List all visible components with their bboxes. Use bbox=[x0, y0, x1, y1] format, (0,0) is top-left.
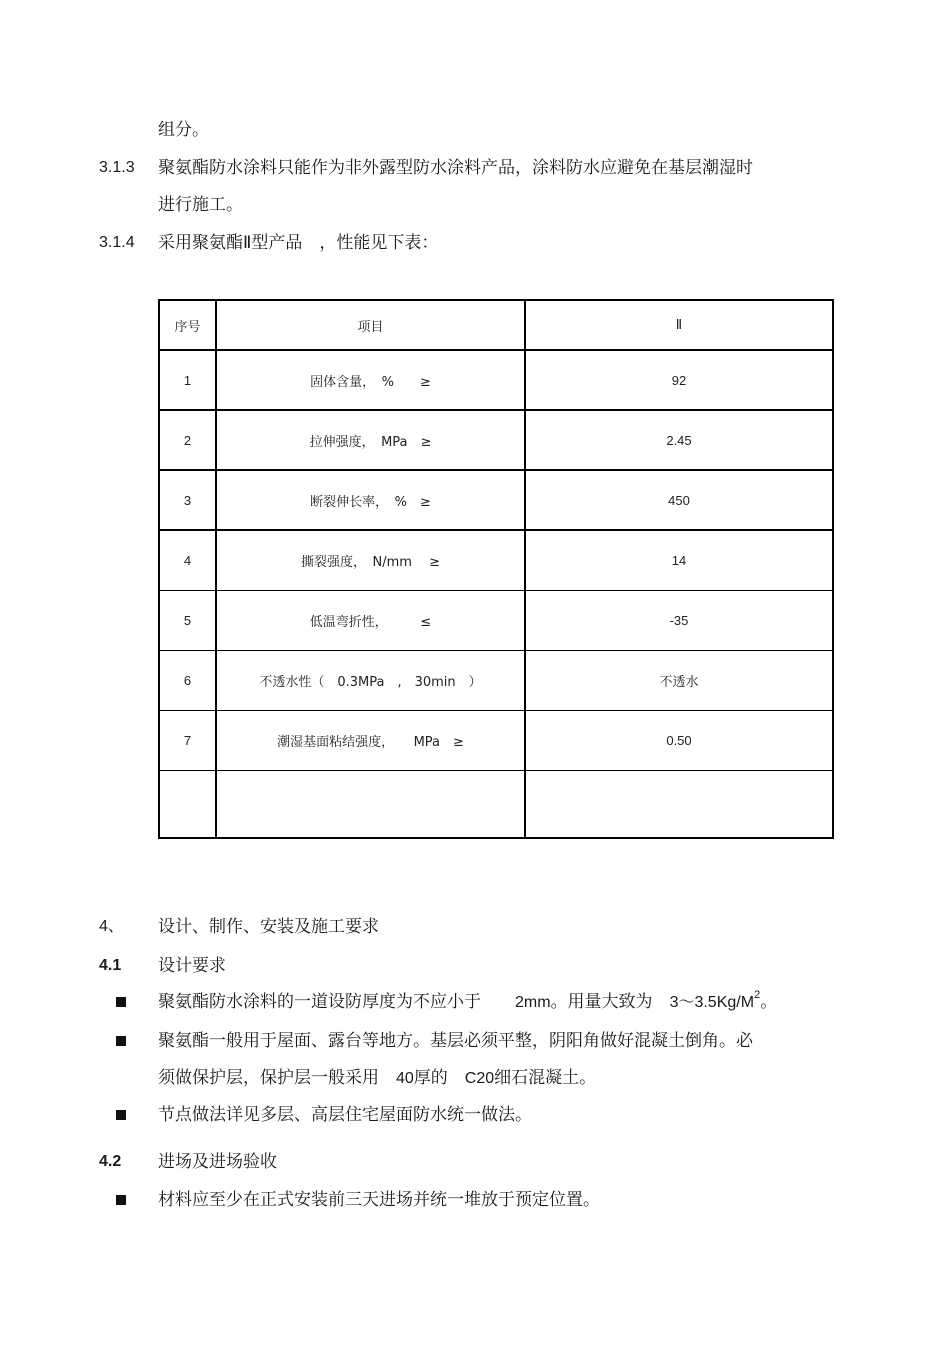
row-item-cell: 撕裂强度， N/mm ≥ bbox=[216, 530, 525, 590]
table-row bbox=[159, 410, 833, 470]
row-item-cell: 固体含量， % ≥ bbox=[216, 350, 525, 410]
performance-table bbox=[158, 299, 834, 839]
section-4-1-number: 4.1 bbox=[99, 957, 122, 974]
section-4-title: 设计、制作、安装及施工要求 bbox=[158, 917, 379, 937]
item-number-3-1-3: 3.1.3 bbox=[99, 159, 135, 176]
bullet-marker bbox=[116, 1036, 126, 1046]
table-row-empty bbox=[159, 770, 833, 838]
section-4-1-title: 设计要求 bbox=[158, 956, 226, 976]
row-no-cell: 2 bbox=[159, 410, 216, 470]
intro-line-1: 组分。 bbox=[158, 120, 209, 140]
row-no-cell: 6 bbox=[159, 650, 216, 710]
row-item-cell: 低温弯折性， ≤ bbox=[216, 590, 525, 650]
row-no-cell: 1 bbox=[159, 350, 216, 410]
bullet-marker bbox=[116, 1110, 126, 1120]
bullet-marker bbox=[116, 1195, 126, 1205]
row-value-cell: -35 bbox=[525, 590, 833, 650]
bullet-text-usage: 聚氨酯一般用于屋面、露台等地方。基层必须平整，阴阳角做好混凝土倒角。必 bbox=[158, 1031, 753, 1051]
row-value-cell: 450 bbox=[525, 470, 833, 530]
row-no-cell: 4 bbox=[159, 530, 216, 590]
row-value-cell: 0.50 bbox=[525, 710, 833, 770]
header-cell-no: 序号 bbox=[159, 300, 216, 350]
row-no-cell: 7 bbox=[159, 710, 216, 770]
row-value-cell: 14 bbox=[525, 530, 833, 590]
section-4-number: 4、 bbox=[99, 918, 124, 935]
row-value-cell bbox=[525, 770, 833, 838]
row-item-cell: 不透水性（ 0.3MPa , 30min ） bbox=[216, 650, 525, 710]
item-number-3-1-4: 3.1.4 bbox=[99, 234, 135, 251]
row-value-cell: 不透水 bbox=[525, 650, 833, 710]
bullet-text-usage-cont: 须做保护层，保护层一般采用 40厚的 C20细石混凝土。 bbox=[158, 1068, 597, 1088]
table-row bbox=[159, 710, 833, 770]
row-item-cell bbox=[216, 770, 525, 838]
table-row bbox=[159, 650, 833, 710]
item-text-3-1-3-cont: 进行施工。 bbox=[158, 195, 243, 215]
table-row bbox=[159, 590, 833, 650]
row-item-cell: 断裂伸长率， % ≥ bbox=[216, 470, 525, 530]
table-row bbox=[159, 530, 833, 590]
section-4-2-title: 进场及进场验收 bbox=[158, 1152, 277, 1172]
bullet-text-detail: 节点做法详见多层、高层住宅屋面防水统一做法。 bbox=[158, 1105, 532, 1125]
section-4-2-number: 4.2 bbox=[99, 1153, 122, 1170]
bullet-marker bbox=[116, 997, 126, 1007]
row-value-cell: 92 bbox=[525, 350, 833, 410]
table-header-row bbox=[159, 300, 833, 350]
item-text-3-1-4: 采用聚氨酯Ⅱ型产品 ，性能见下表： bbox=[158, 233, 439, 253]
header-cell-item: 项目 bbox=[216, 300, 525, 350]
row-item-cell: 拉伸强度， MPa ≥ bbox=[216, 410, 525, 470]
row-value-cell: 2.45 bbox=[525, 410, 833, 470]
bullet-text-thickness: 聚氨酯防水涂料的一道设防厚度为不应小于 2mm。用量大致为 $3\sim 3.5Kg/M^2$。 bbox=[158, 989, 778, 1012]
row-item-cell: 潮湿基面粘结强度， MPa ≥ bbox=[216, 710, 525, 770]
header-cell-grade: Ⅱ bbox=[525, 300, 833, 350]
table-row bbox=[159, 350, 833, 410]
row-no-cell bbox=[159, 770, 216, 838]
bullet-text-delivery: 材料应至少在正式安装前三天进场并统一堆放于预定位置。 bbox=[158, 1190, 600, 1210]
row-no-cell: 3 bbox=[159, 470, 216, 530]
table-row bbox=[159, 470, 833, 530]
item-text-3-1-3: 聚氨酯防水涂料只能作为非外露型防水涂料产品，涂料防水应避免在基层潮湿时 bbox=[158, 158, 753, 178]
row-no-cell: 5 bbox=[159, 590, 216, 650]
